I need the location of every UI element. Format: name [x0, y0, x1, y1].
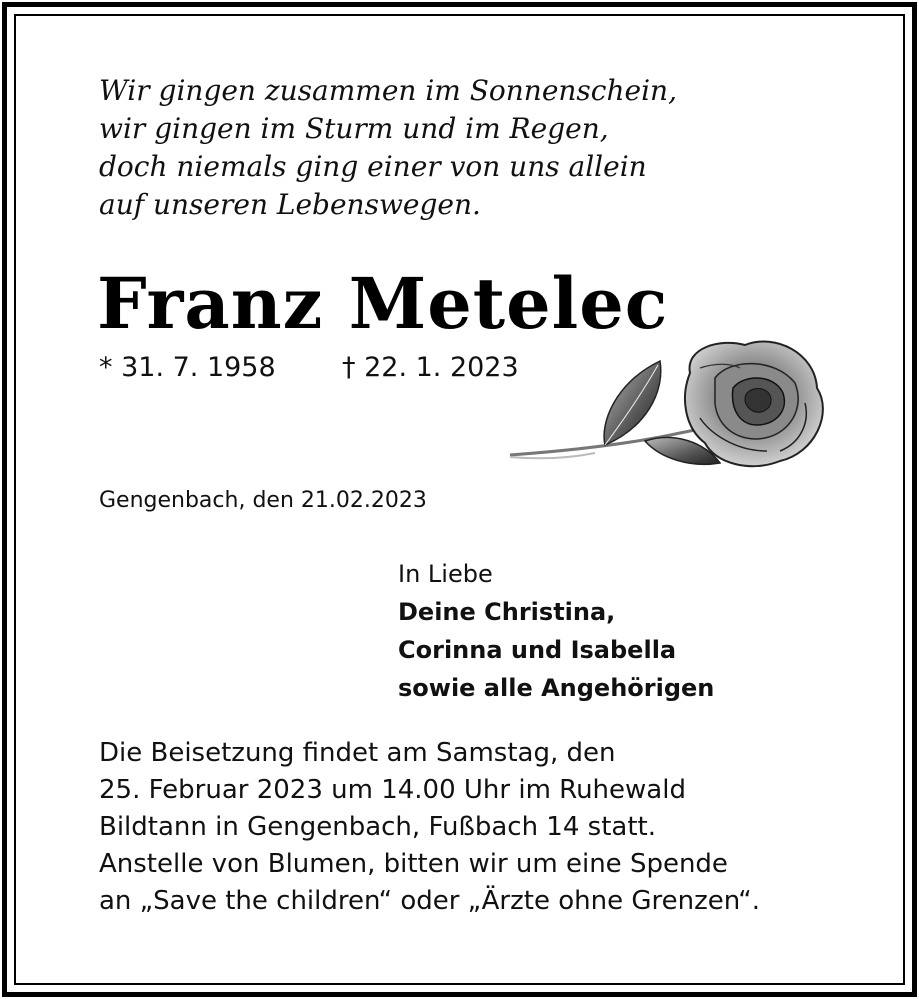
rose-icon [505, 333, 835, 478]
poem-line: wir gingen im Sturm und im Regen, [99, 112, 609, 145]
notice-line: Anstelle von Blumen, bitten wir um eine Spende [99, 849, 728, 879]
place-and-date: Gengenbach, den 21.02.2023 [99, 488, 427, 513]
mourners-signature [398, 555, 714, 707]
funeral-notice [99, 735, 760, 920]
signature-name: Corinna und Isabella [398, 636, 677, 664]
birth-date: * 31. 7. 1958 [99, 352, 276, 383]
deceased-name: Franz Metelec [97, 262, 669, 345]
signature-name: Deine Christina, [398, 598, 616, 626]
notice-line: Die Beisetzung findet am Samstag, den [99, 738, 616, 768]
life-dates [99, 350, 519, 386]
signature-name: sowie alle Angehörigen [398, 674, 715, 702]
notice-line: 25. Februar 2023 um 14.00 Uhr im Ruhewald [99, 775, 686, 805]
signature-intro: In Liebe [398, 560, 493, 588]
poem-line: Wir gingen zusammen im Sonnenschein, [99, 74, 677, 107]
poem-line: auf unseren Lebenswegen. [99, 188, 481, 221]
notice-line: Bildtann in Gengenbach, Fußbach 14 statt. [99, 812, 656, 842]
memorial-poem [99, 72, 677, 224]
notice-line: an „Save the children“ oder „Ärzte ohne Grenzen“. [99, 886, 761, 916]
poem-line: doch niemals ging einer von uns allein [99, 150, 647, 183]
death-date: † 22. 1. 2023 [342, 352, 519, 383]
